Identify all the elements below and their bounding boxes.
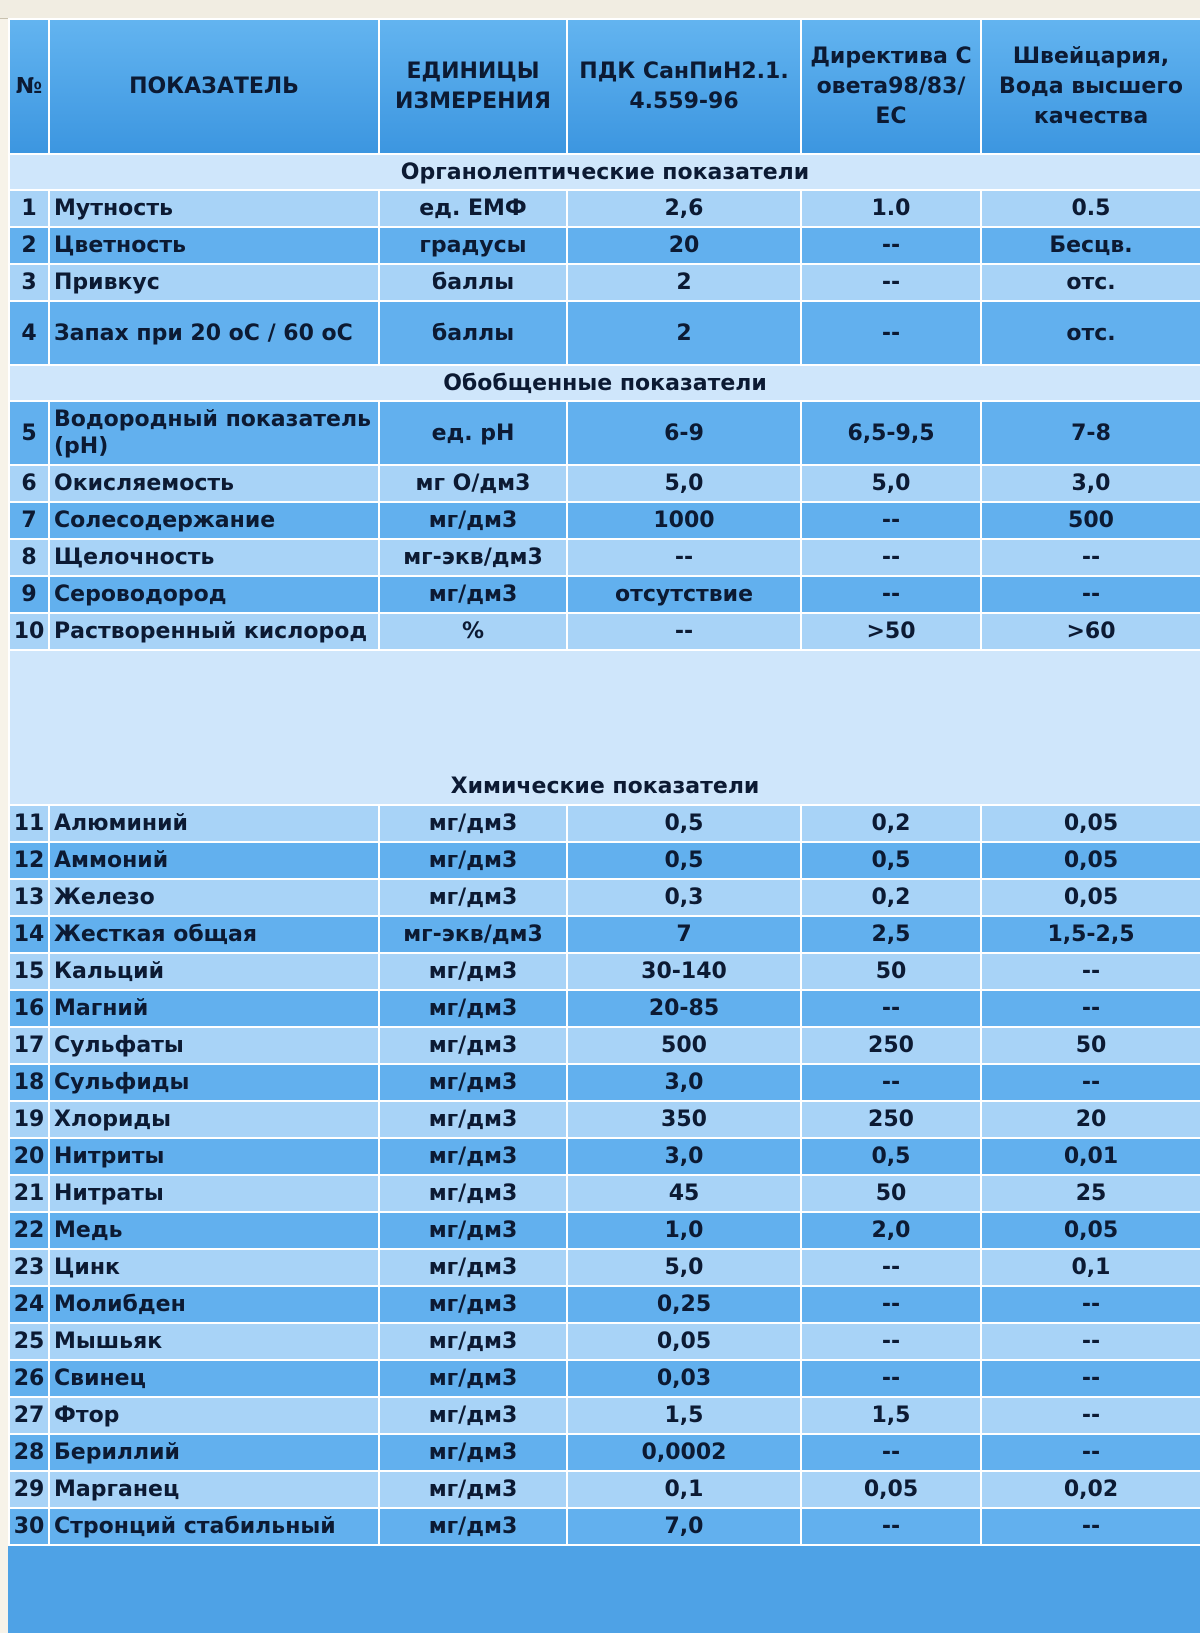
- unit-cell: мг/дм3: [379, 1212, 567, 1249]
- table-row: [9, 1212, 1200, 1249]
- pdk-value-cell: 6-9: [567, 401, 801, 465]
- row-number-cell: 12: [9, 842, 49, 879]
- indicator-name-cell: Жесткая общая: [49, 916, 379, 953]
- unit-cell: мг/дм3: [379, 1249, 567, 1286]
- pdk-value-cell: 0,03: [567, 1360, 801, 1397]
- swiss-value-cell: --: [981, 1397, 1200, 1434]
- indicator-name-cell: Нитраты: [49, 1175, 379, 1212]
- row-number-cell: 17: [9, 1027, 49, 1064]
- table-row: [9, 539, 1200, 576]
- indicator-name-cell: Цинк: [49, 1249, 379, 1286]
- indicator-name-cell: Растворенный кислород: [49, 613, 379, 650]
- eu-directive-value-cell: --: [801, 1064, 981, 1101]
- pdk-value-cell: 500: [567, 1027, 801, 1064]
- swiss-value-cell: 3,0: [981, 465, 1200, 502]
- unit-cell: мг-экв/дм3: [379, 539, 567, 576]
- water-standards-table-frame: [8, 18, 1200, 1633]
- swiss-value-cell: отс.: [981, 301, 1200, 365]
- pdk-value-cell: 3,0: [567, 1138, 801, 1175]
- pdk-value-cell: 20-85: [567, 990, 801, 1027]
- swiss-value-cell: 50: [981, 1027, 1200, 1064]
- row-number-cell: 9: [9, 576, 49, 613]
- eu-directive-value-cell: --: [801, 1286, 981, 1323]
- pdk-value-cell: 0,25: [567, 1286, 801, 1323]
- indicator-name-cell: Молибден: [49, 1286, 379, 1323]
- swiss-value-cell: 0.5: [981, 190, 1200, 227]
- eu-directive-value-cell: --: [801, 576, 981, 613]
- indicator-name-cell: Свинец: [49, 1360, 379, 1397]
- swiss-value-cell: --: [981, 1434, 1200, 1471]
- unit-cell: мг/дм3: [379, 1508, 567, 1545]
- row-number-cell: 4: [9, 301, 49, 365]
- swiss-value-cell: 25: [981, 1175, 1200, 1212]
- pdk-value-cell: 20: [567, 227, 801, 264]
- eu-directive-value-cell: 50: [801, 953, 981, 990]
- section-title: Обобщенные показатели: [9, 365, 1200, 401]
- indicator-name-cell: Магний: [49, 990, 379, 1027]
- section-title: Органолептические показатели: [9, 154, 1200, 190]
- pdk-value-cell: 2: [567, 301, 801, 365]
- eu-directive-value-cell: 1.0: [801, 190, 981, 227]
- swiss-value-cell: --: [981, 1508, 1200, 1545]
- eu-directive-value-cell: --: [801, 1249, 981, 1286]
- water-standards-table: [8, 18, 1200, 1546]
- table-row: [9, 613, 1200, 650]
- indicator-name-cell: Сульфаты: [49, 1027, 379, 1064]
- eu-directive-value-cell: 5,0: [801, 465, 981, 502]
- table-row: [9, 1323, 1200, 1360]
- unit-cell: мг/дм3: [379, 1471, 567, 1508]
- indicator-name-cell: Солесодержание: [49, 502, 379, 539]
- pdk-value-cell: 2: [567, 264, 801, 301]
- row-number-cell: 20: [9, 1138, 49, 1175]
- table-row: [9, 301, 1200, 365]
- unit-cell: мг/дм3: [379, 953, 567, 990]
- table-row: [9, 1138, 1200, 1175]
- table-row: [9, 1027, 1200, 1064]
- row-number-cell: 6: [9, 465, 49, 502]
- table-row: [9, 879, 1200, 916]
- swiss-value-cell: --: [981, 953, 1200, 990]
- unit-cell: мг/дм3: [379, 879, 567, 916]
- swiss-value-cell: --: [981, 1064, 1200, 1101]
- indicator-name-cell: Медь: [49, 1212, 379, 1249]
- table-row: [9, 465, 1200, 502]
- unit-cell: ед. рН: [379, 401, 567, 465]
- header-eu: Директива Совета98/83/ ЕС: [801, 19, 981, 154]
- pdk-value-cell: --: [567, 539, 801, 576]
- row-number-cell: 16: [9, 990, 49, 1027]
- unit-cell: мг О/дм3: [379, 465, 567, 502]
- pdk-value-cell: 5,0: [567, 1249, 801, 1286]
- table-row: [9, 1286, 1200, 1323]
- eu-directive-value-cell: --: [801, 1508, 981, 1545]
- indicator-name-cell: Стронций стабильный: [49, 1508, 379, 1545]
- table-row: [9, 401, 1200, 465]
- table-row: [9, 990, 1200, 1027]
- row-number-cell: 3: [9, 264, 49, 301]
- indicator-name-cell: Цветность: [49, 227, 379, 264]
- indicator-name-cell: Сероводород: [49, 576, 379, 613]
- row-number-cell: 13: [9, 879, 49, 916]
- eu-directive-value-cell: 50: [801, 1175, 981, 1212]
- row-number-cell: 21: [9, 1175, 49, 1212]
- indicator-name-cell: Привкус: [49, 264, 379, 301]
- table-row: [9, 1397, 1200, 1434]
- swiss-value-cell: --: [981, 1360, 1200, 1397]
- eu-directive-value-cell: --: [801, 1323, 981, 1360]
- unit-cell: %: [379, 613, 567, 650]
- swiss-value-cell: --: [981, 576, 1200, 613]
- table-row: [9, 1101, 1200, 1138]
- unit-cell: баллы: [379, 301, 567, 365]
- swiss-value-cell: --: [981, 1286, 1200, 1323]
- row-number-cell: 10: [9, 613, 49, 650]
- swiss-value-cell: 0,1: [981, 1249, 1200, 1286]
- row-number-cell: 2: [9, 227, 49, 264]
- eu-directive-value-cell: 250: [801, 1027, 981, 1064]
- swiss-value-cell: 0,05: [981, 1212, 1200, 1249]
- header-units: ЕДИНИЦЫ ИЗМЕРЕНИЯ: [379, 19, 567, 154]
- swiss-value-cell: отс.: [981, 264, 1200, 301]
- table-row: [9, 805, 1200, 842]
- swiss-value-cell: 1,5-2,5: [981, 916, 1200, 953]
- unit-cell: мг/дм3: [379, 576, 567, 613]
- indicator-name-cell: Мутность: [49, 190, 379, 227]
- unit-cell: мг/дм3: [379, 1175, 567, 1212]
- pdk-value-cell: 350: [567, 1101, 801, 1138]
- unit-cell: мг/дм3: [379, 1434, 567, 1471]
- table-row: [9, 1360, 1200, 1397]
- pdk-value-cell: отсутствие: [567, 576, 801, 613]
- pdk-value-cell: 1,5: [567, 1397, 801, 1434]
- table-row: [9, 502, 1200, 539]
- swiss-value-cell: 500: [981, 502, 1200, 539]
- swiss-value-cell: 0,05: [981, 805, 1200, 842]
- eu-directive-value-cell: 0,2: [801, 805, 981, 842]
- row-number-cell: 1: [9, 190, 49, 227]
- header-name: ПОКАЗАТЕЛЬ: [49, 19, 379, 154]
- pdk-value-cell: 7: [567, 916, 801, 953]
- header-row: [9, 19, 1200, 154]
- header-num: №: [9, 19, 49, 154]
- table-row: [9, 916, 1200, 953]
- row-number-cell: 19: [9, 1101, 49, 1138]
- table-row: [9, 953, 1200, 990]
- eu-directive-value-cell: 1,5: [801, 1397, 981, 1434]
- pdk-value-cell: 5,0: [567, 465, 801, 502]
- header-swiss: Швейцария, Вода высшего качества: [981, 19, 1200, 154]
- unit-cell: мг/дм3: [379, 1397, 567, 1434]
- indicator-name-cell: Водородный показатель (рН): [49, 401, 379, 465]
- row-number-cell: 14: [9, 916, 49, 953]
- unit-cell: мг/дм3: [379, 1064, 567, 1101]
- unit-cell: мг/дм3: [379, 1360, 567, 1397]
- indicator-name-cell: Нитриты: [49, 1138, 379, 1175]
- swiss-value-cell: 0,05: [981, 879, 1200, 916]
- pdk-value-cell: 0,3: [567, 879, 801, 916]
- row-number-cell: 18: [9, 1064, 49, 1101]
- indicator-name-cell: Бериллий: [49, 1434, 379, 1471]
- swiss-value-cell: 0,05: [981, 842, 1200, 879]
- eu-directive-value-cell: 0,5: [801, 1138, 981, 1175]
- indicator-name-cell: Аммоний: [49, 842, 379, 879]
- eu-directive-value-cell: >50: [801, 613, 981, 650]
- row-number-cell: 28: [9, 1434, 49, 1471]
- indicator-name-cell: Фтор: [49, 1397, 379, 1434]
- unit-cell: мг/дм3: [379, 1138, 567, 1175]
- section-row: [9, 650, 1200, 805]
- pdk-value-cell: 0,05: [567, 1323, 801, 1360]
- eu-directive-value-cell: 2,0: [801, 1212, 981, 1249]
- unit-cell: мг/дм3: [379, 1027, 567, 1064]
- pdk-value-cell: 0,5: [567, 805, 801, 842]
- unit-cell: мг/дм3: [379, 1101, 567, 1138]
- pdk-value-cell: 2,6: [567, 190, 801, 227]
- unit-cell: мг/дм3: [379, 842, 567, 879]
- eu-directive-value-cell: --: [801, 990, 981, 1027]
- swiss-value-cell: Бесцв.: [981, 227, 1200, 264]
- eu-directive-value-cell: 0,2: [801, 879, 981, 916]
- indicator-name-cell: Мышьяк: [49, 1323, 379, 1360]
- unit-cell: мг/дм3: [379, 1286, 567, 1323]
- indicator-name-cell: Щелочность: [49, 539, 379, 576]
- row-number-cell: 26: [9, 1360, 49, 1397]
- pdk-value-cell: 45: [567, 1175, 801, 1212]
- unit-cell: мг/дм3: [379, 990, 567, 1027]
- pdk-value-cell: 3,0: [567, 1064, 801, 1101]
- swiss-value-cell: >60: [981, 613, 1200, 650]
- pdk-value-cell: --: [567, 613, 801, 650]
- table-row: [9, 1249, 1200, 1286]
- section-row: [9, 154, 1200, 190]
- row-number-cell: 23: [9, 1249, 49, 1286]
- row-number-cell: 27: [9, 1397, 49, 1434]
- eu-directive-value-cell: 2,5: [801, 916, 981, 953]
- pdk-value-cell: 0,0002: [567, 1434, 801, 1471]
- table-row: [9, 576, 1200, 613]
- pdk-value-cell: 0,5: [567, 842, 801, 879]
- indicator-name-cell: Марганец: [49, 1471, 379, 1508]
- row-number-cell: 25: [9, 1323, 49, 1360]
- row-number-cell: 29: [9, 1471, 49, 1508]
- eu-directive-value-cell: --: [801, 227, 981, 264]
- eu-directive-value-cell: --: [801, 539, 981, 576]
- unit-cell: ед. ЕМФ: [379, 190, 567, 227]
- table-row: [9, 227, 1200, 264]
- unit-cell: мг/дм3: [379, 502, 567, 539]
- eu-directive-value-cell: 250: [801, 1101, 981, 1138]
- indicator-name-cell: Сульфиды: [49, 1064, 379, 1101]
- table-body: [9, 154, 1200, 1545]
- indicator-name-cell: Хлориды: [49, 1101, 379, 1138]
- table-row: [9, 842, 1200, 879]
- table-row: [9, 190, 1200, 227]
- section-row: [9, 365, 1200, 401]
- row-number-cell: 22: [9, 1212, 49, 1249]
- swiss-value-cell: 20: [981, 1101, 1200, 1138]
- indicator-name-cell: Железо: [49, 879, 379, 916]
- row-number-cell: 15: [9, 953, 49, 990]
- table-row: [9, 1471, 1200, 1508]
- eu-directive-value-cell: 6,5-9,5: [801, 401, 981, 465]
- pdk-value-cell: 30-140: [567, 953, 801, 990]
- eu-directive-value-cell: 0,05: [801, 1471, 981, 1508]
- indicator-name-cell: Окисляемость: [49, 465, 379, 502]
- swiss-value-cell: 7-8: [981, 401, 1200, 465]
- browser-toolbar-strip: [0, 0, 1200, 19]
- header-pdk: ПДК СанПиН2.1.4.559-96: [567, 19, 801, 154]
- row-number-cell: 7: [9, 502, 49, 539]
- table-row: [9, 1175, 1200, 1212]
- unit-cell: градусы: [379, 227, 567, 264]
- eu-directive-value-cell: --: [801, 264, 981, 301]
- unit-cell: мг/дм3: [379, 805, 567, 842]
- swiss-value-cell: 0,02: [981, 1471, 1200, 1508]
- eu-directive-value-cell: --: [801, 1434, 981, 1471]
- indicator-name-cell: Кальций: [49, 953, 379, 990]
- table-row: [9, 1434, 1200, 1471]
- row-number-cell: 24: [9, 1286, 49, 1323]
- pdk-value-cell: 7,0: [567, 1508, 801, 1545]
- indicator-name-cell: Алюминий: [49, 805, 379, 842]
- table-row: [9, 1064, 1200, 1101]
- pdk-value-cell: 0,1: [567, 1471, 801, 1508]
- pdk-value-cell: 1,0: [567, 1212, 801, 1249]
- row-number-cell: 8: [9, 539, 49, 576]
- unit-cell: мг-экв/дм3: [379, 916, 567, 953]
- row-number-cell: 30: [9, 1508, 49, 1545]
- indicator-name-cell: Запах при 20 оС / 60 оС: [49, 301, 379, 365]
- eu-directive-value-cell: --: [801, 301, 981, 365]
- unit-cell: баллы: [379, 264, 567, 301]
- row-number-cell: 11: [9, 805, 49, 842]
- eu-directive-value-cell: --: [801, 502, 981, 539]
- swiss-value-cell: 0,01: [981, 1138, 1200, 1175]
- unit-cell: мг/дм3: [379, 1323, 567, 1360]
- swiss-value-cell: --: [981, 1323, 1200, 1360]
- eu-directive-value-cell: --: [801, 1360, 981, 1397]
- section-title: Химические показатели: [9, 650, 1200, 805]
- table-row: [9, 264, 1200, 301]
- eu-directive-value-cell: 0,5: [801, 842, 981, 879]
- swiss-value-cell: --: [981, 539, 1200, 576]
- pdk-value-cell: 1000: [567, 502, 801, 539]
- table-row: [9, 1508, 1200, 1545]
- row-number-cell: 5: [9, 401, 49, 465]
- swiss-value-cell: --: [981, 990, 1200, 1027]
